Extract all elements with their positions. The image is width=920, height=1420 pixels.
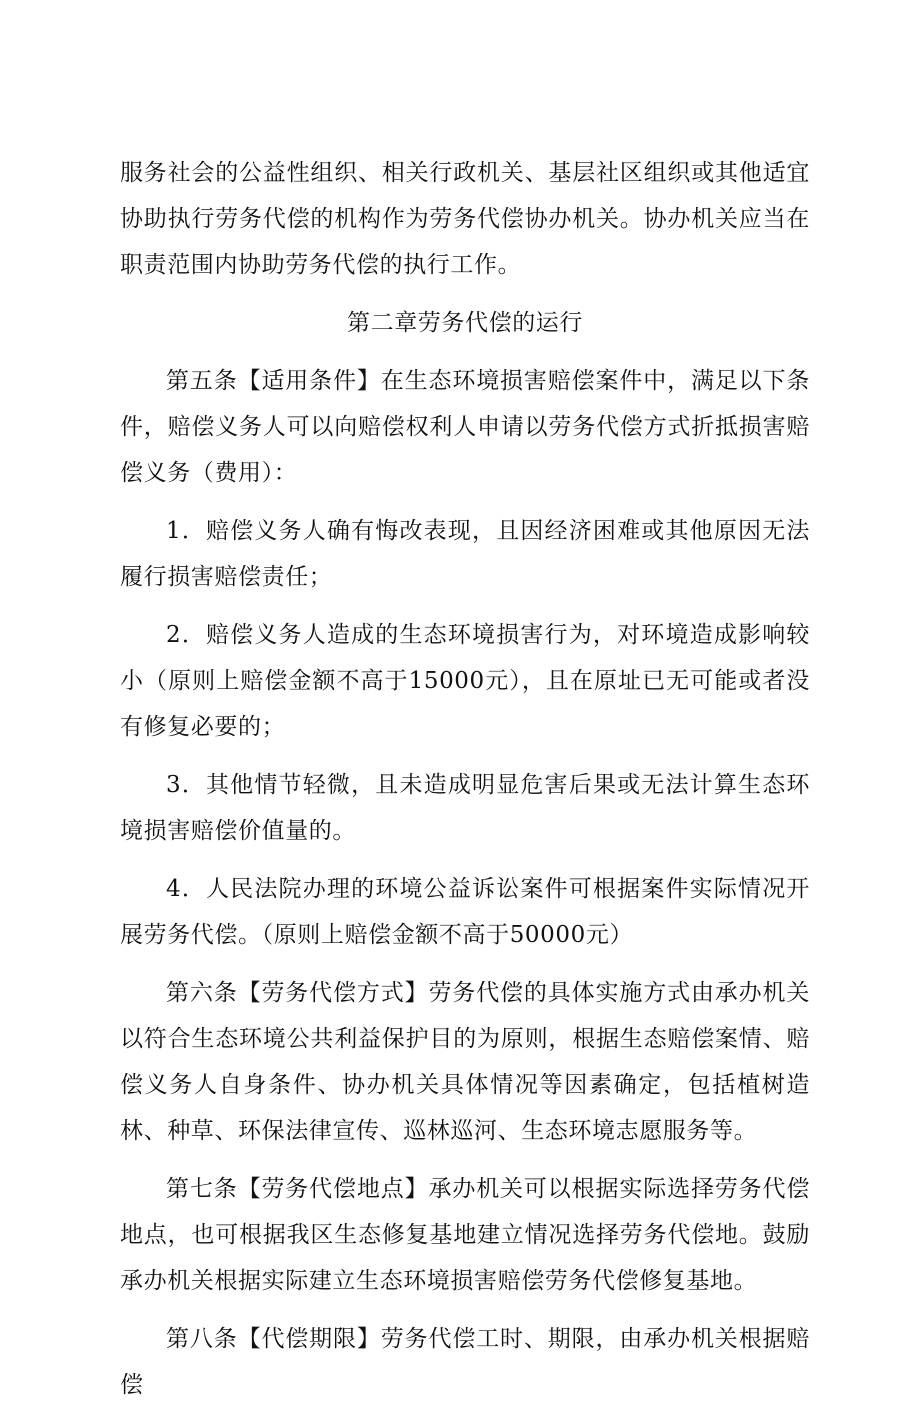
chapter-title: 第二章劳务代偿的运行 [347, 310, 583, 336]
item-4: 4．人民法院办理的环境公益诉讼案件可根据案件实际情况开展劳务代偿。（原则上赔偿金额不高于50000元） [120, 876, 810, 948]
document-body [120, 150, 810, 1420]
item-1: 1．赔偿义务人确有悔改表现，且因经济困难或其他原因无法履行损害赔偿责任； [120, 518, 810, 590]
item-2: 2．赔偿义务人造成的生态环境损害行为，对环境造成影响较小（原则上赔偿金额不高于15000元），且在原址已无可能或者没有修复必要的； [120, 622, 810, 740]
article-7: 第七条【劳务代偿地点】承办机关可以根据实际选择劳务代偿地点，也可根据我区生态修复基地建立情况选择劳务代偿地。鼓励承办机关根据实际建立生态环境损害赔偿劳务代偿修复基地。 [120, 1176, 810, 1294]
article-6: 第六条【劳务代偿方式】劳务代偿的具体实施方式由承办机关以符合生态环境公共利益保护目的为原则，根据生态赔偿案情、赔偿义务人自身条件、协办机关具体情况等因素确定，包括植树造林、种草、环保法律宣传、巡林巡河、生态环境志愿服务等。 [120, 980, 810, 1144]
paragraph-continued: 服务社会的公益性组织、相关行政机关、基层社区组织或其他适宜协助执行劳务代偿的机构作为劳务代偿协办机关。协办机关应当在职责范围内协助劳务代偿的执行工作。 [120, 160, 810, 278]
article-5: 第五条【适用条件】在生态环境损害赔偿案件中，满足以下条件，赔偿义务人可以向赔偿权利人申请以劳务代偿方式折抵损害赔偿义务（费用）： [120, 368, 810, 486]
article-8: 第八条【代偿期限】劳务代偿工时、期限，由承办机关根据赔偿 [120, 1326, 810, 1398]
item-3: 3．其他情节轻微，且未造成明显危害后果或无法计算生态环境损害赔偿价值量的。 [120, 772, 810, 844]
